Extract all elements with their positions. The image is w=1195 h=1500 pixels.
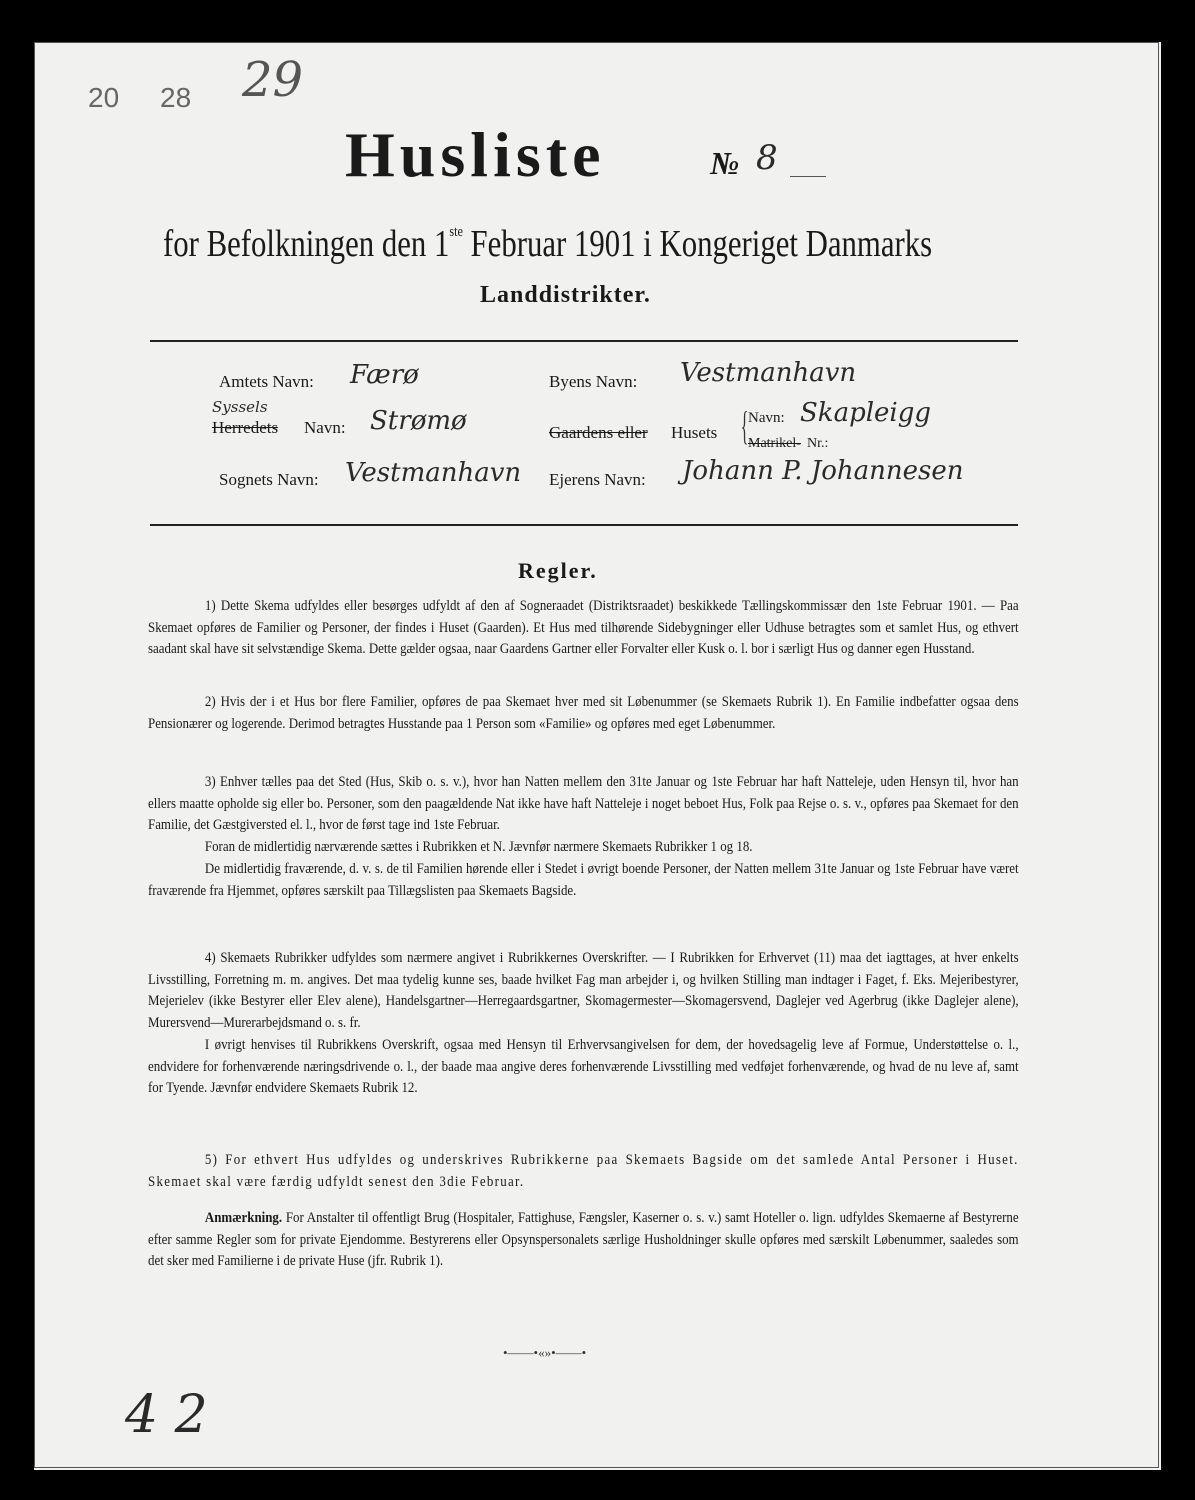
matrikel-struck-label: Matrikel- bbox=[748, 436, 801, 451]
ornament-divider: •——•«»•——• bbox=[503, 1345, 587, 1360]
huset-navn-value: Skapleigg bbox=[800, 398, 932, 428]
bottom-divider bbox=[150, 524, 1018, 526]
district-heading: Landdistrikter. bbox=[480, 282, 651, 308]
number-sign: № bbox=[710, 145, 740, 181]
rule-3-text-c: De midlertidig fraværende, d. v. s. de til Familien hørende eller i Stedet i øvrigt boende Personer, der Natten mellem 31te Januar og 1ste Februar have været fraværende fra Hjemmet, opføres særskilt paa Tillægslisten paa Skemaets Bagside. bbox=[148, 860, 1019, 899]
rule-2-text: 2) Hvis der i et Hus bor flere Familier, opføres de paa Skemaet hver med sit Løbenummer (se Skemaets Rubrik 1). En Familie indbefatter ogsaa dens Pensionærer og logerende. Derimod betragtes Husstande paa 1 Person som «Familie» og opføres med eget Løbenummer. bbox=[148, 694, 1019, 732]
brace: { bbox=[740, 403, 749, 448]
stamp-old-number-b: 28 bbox=[160, 82, 192, 113]
form-title: Husliste bbox=[345, 119, 606, 190]
subtitle-part-1: for Befolkningen den 1 bbox=[163, 223, 450, 265]
sogn-label: Sognets Navn: bbox=[219, 470, 319, 489]
subtitle-superscript: ste bbox=[449, 224, 463, 240]
top-divider bbox=[150, 340, 1018, 342]
page-number: 4 2 bbox=[125, 1385, 208, 1445]
note bbox=[148, 1208, 1019, 1273]
rule-5 bbox=[148, 1150, 1019, 1193]
by-label: Byens Navn: bbox=[549, 372, 638, 391]
ejer-value: Johann P. Johannesen bbox=[682, 456, 964, 486]
rule-3-text-b: Foran de midlertidig nærværende sættes i Rubrikken et N. Jævnfør nærmere Skemaets Rubrikker 1 og 18. bbox=[204, 839, 753, 856]
rule-1 bbox=[148, 596, 1019, 661]
herred-label: Navn: bbox=[304, 418, 346, 437]
household-number: 8 bbox=[756, 138, 778, 178]
sogn-value: Vestmanhavn bbox=[345, 458, 522, 488]
rule-2 bbox=[148, 692, 1019, 735]
rules-heading: Regler. bbox=[518, 558, 598, 583]
stamp-old-number-a: 20 bbox=[88, 82, 120, 113]
rule-4 bbox=[148, 948, 1019, 1100]
gaard-struck-label: Gaardens eller bbox=[549, 423, 648, 442]
syssel-handwritten: Syssels bbox=[212, 398, 268, 416]
number-underline bbox=[790, 176, 826, 177]
huset-label: Husets bbox=[671, 423, 718, 442]
amt-label: Amtets Navn: bbox=[219, 372, 314, 391]
rule-5-text: 5) For ethvert Hus udfyldes og underskrives Rubrikkerne paa Skemaets Bagside om det samlede Antal Personer i Huset. Skemaet skal være færdig udfyldt senest den 3die Februar. bbox=[148, 1152, 1019, 1190]
matrikel-label: Nr.: bbox=[807, 436, 829, 451]
note-label: Anmærkning. bbox=[204, 1210, 283, 1226]
rule-3-text-a: 3) Enhver tælles paa det Sted (Hus, Skib o. s. v.), hvor han Natten mellem den 31te Januar og 1ste Februar har haft Natteleje, uden Hensyn til, hvor han ellers maatte opholde sig eller bo. Personer, som den paagældende Nat ikke have haft Natteleje i noget beboet Hus, Folk paa Rejse o. s. v., opføres paa Skemaet for den Familie, det Gæstgiversted el. l., hvor de først tage ind 1ste Februar. bbox=[148, 774, 1019, 834]
rule-3 bbox=[148, 772, 1019, 902]
by-value: Vestmanhavn bbox=[680, 358, 857, 388]
subtitle-part-2: Februar 1901 i Kongeriget Danmarks bbox=[462, 223, 933, 265]
herred-struck-label: Herredets bbox=[212, 418, 279, 437]
stamp-current-number: 29 bbox=[242, 52, 304, 108]
ejer-label: Ejerens Navn: bbox=[549, 470, 646, 489]
huset-navn-label: Navn: bbox=[748, 410, 785, 426]
rule-1-text: 1) Dette Skema udfyldes eller besørges udfyldt af den af Sogneraadet (Distriktsraadet) beskikkede Tællingskommissær den 1ste Februar 1901. — Paa Skemaet opføres de Familier og Personer, der findes i Huset (Gaarden). Et Hus med tilhørende Sidebygninger eller Udhuse betragtes som et samlet Hus, og ethvert saadant skal have sit selvstændige Skema. Dette gælder ogsaa, naar Gaardens Gartner eller Forvalter eller Kusk o. l. bor i særligt Hus og danner egen Husstand. bbox=[148, 598, 1019, 658]
form-subtitle bbox=[163, 222, 932, 266]
herred-value: Strømø bbox=[370, 406, 467, 436]
rule-4-text-a: 4) Skemaets Rubrikker udfyldes som nærmere angivet i Rubrikkernes Overskrifter. — I Rubrikken for Erhvervet (11) maa det iagttages, at hver enkelts Livsstilling, Forretning m. m. angives. Det maa tydelig kunne ses, baade hvilket Fag man arbejder i, og hvilken Stilling man indtager i Faget, f. Eks. Mejeribestyrer, Mejerielev (ikke Bestyrer eller Elev alene), Handelsgartner—Herregaardsgartner, Skomagermester—Skomagersvend, Daglejer ved Agerbrug (ikke Daglejer alene), Murersvend—Murerarbejdsmand o. s. fr. bbox=[148, 950, 1019, 1032]
note-text: For Anstalter til offentligt Brug (Hospitaler, Fattighuse, Fængsler, Kaserner o. s. v.) samt Hoteller o. lign. udfyldes Skemaerne af Bestyrerne efter samme Regler som for private Ejendomme. Bestyrerens eller Opsynspersonalets særlige Husholdninger skulle opføres med særskilt Løbenummer, saaledes som det sker med Familierne i de private Huse (jfr. Rubrik 1). bbox=[148, 1210, 1019, 1270]
rule-4-text-b: I øvrigt henvises til Rubrikkens Overskrift, ogsaa med Hensyn til Erhvervsangivelsen for dem, der hovedsagelig leve af Formue, Understøttelse o. l., endvidere for forhenværende næringsdrivende o. l., der baade maa angive deres forhenværende Livsstilling med vedføjet forhenværende, og hvad de nu leve af, samt for Tyende. Jævnfør endvidere Skemaets Rubrik 12. bbox=[148, 1036, 1019, 1097]
amt-value: Færø bbox=[350, 360, 419, 390]
